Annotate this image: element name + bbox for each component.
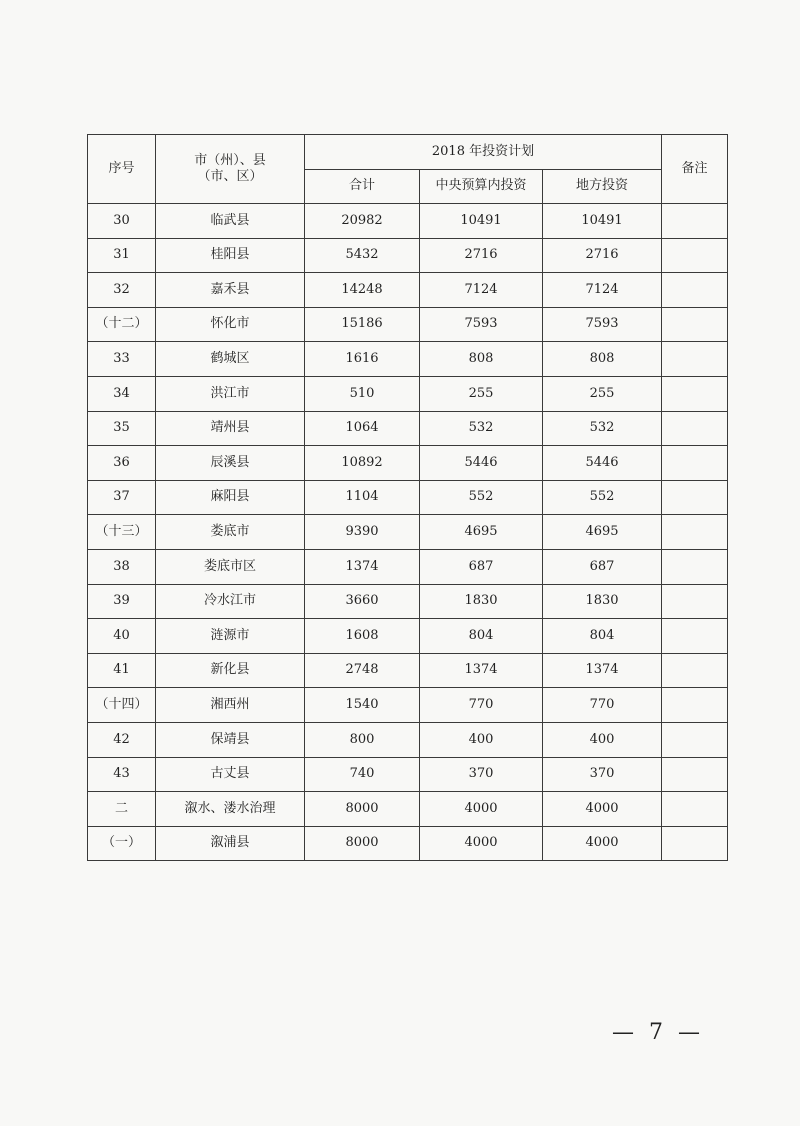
- cell-seq: （十三）: [88, 515, 156, 550]
- cell-central: 10491: [420, 204, 543, 239]
- cell-total: 1374: [305, 549, 420, 584]
- table-row: [88, 722, 728, 757]
- cell-note: [662, 307, 728, 342]
- table-row: [88, 446, 728, 481]
- cell-total: 8000: [305, 792, 420, 827]
- table-row: [88, 376, 728, 411]
- header-seq: 序号: [88, 135, 156, 204]
- header-area-line2: （市、区）: [197, 169, 263, 184]
- cell-total: 2748: [305, 653, 420, 688]
- header-row-1: [88, 135, 728, 170]
- cell-total: 10892: [305, 446, 420, 481]
- cell-local: 5446: [543, 446, 662, 481]
- cell-seq: 37: [88, 480, 156, 515]
- cell-seq: （一）: [88, 826, 156, 861]
- cell-note: [662, 238, 728, 273]
- cell-seq: 43: [88, 757, 156, 792]
- cell-local: 2716: [543, 238, 662, 273]
- cell-central: 400: [420, 722, 543, 757]
- cell-note: [662, 376, 728, 411]
- cell-total: 1104: [305, 480, 420, 515]
- cell-local: 552: [543, 480, 662, 515]
- cell-local: 808: [543, 342, 662, 377]
- cell-central: 552: [420, 480, 543, 515]
- cell-local: 10491: [543, 204, 662, 239]
- header-area: [156, 135, 305, 204]
- table-row: [88, 549, 728, 584]
- table-row: [88, 515, 728, 550]
- cell-area: 涟源市: [156, 619, 305, 654]
- cell-local: 370: [543, 757, 662, 792]
- cell-seq: 36: [88, 446, 156, 481]
- page-number: — 7 —: [612, 1020, 704, 1045]
- cell-central: 770: [420, 688, 543, 723]
- cell-local: 400: [543, 722, 662, 757]
- cell-central: 804: [420, 619, 543, 654]
- cell-central: 255: [420, 376, 543, 411]
- table-row: [88, 342, 728, 377]
- cell-central: 1374: [420, 653, 543, 688]
- cell-central: 4695: [420, 515, 543, 550]
- cell-area: 古丈县: [156, 757, 305, 792]
- cell-total: 20982: [305, 204, 420, 239]
- cell-area: 麻阳县: [156, 480, 305, 515]
- cell-seq: 30: [88, 204, 156, 239]
- cell-central: 5446: [420, 446, 543, 481]
- cell-seq: 33: [88, 342, 156, 377]
- cell-note: [662, 411, 728, 446]
- header-plan-group: 2018 年投资计划: [305, 135, 662, 170]
- cell-note: [662, 515, 728, 550]
- table-body: [88, 204, 728, 861]
- cell-central: 808: [420, 342, 543, 377]
- cell-area: 靖州县: [156, 411, 305, 446]
- table-row: [88, 653, 728, 688]
- cell-local: 770: [543, 688, 662, 723]
- cell-total: 800: [305, 722, 420, 757]
- cell-area: 临武县: [156, 204, 305, 239]
- cell-area: 桂阳县: [156, 238, 305, 273]
- investment-plan-table: [87, 134, 728, 861]
- table-row: [88, 411, 728, 446]
- cell-note: [662, 204, 728, 239]
- cell-seq: （十二）: [88, 307, 156, 342]
- cell-area: 鹤城区: [156, 342, 305, 377]
- cell-note: [662, 619, 728, 654]
- cell-seq: 38: [88, 549, 156, 584]
- table-header: [88, 135, 728, 204]
- cell-seq: 35: [88, 411, 156, 446]
- table-row: [88, 792, 728, 827]
- cell-area: 辰溪县: [156, 446, 305, 481]
- cell-total: 9390: [305, 515, 420, 550]
- cell-local: 4000: [543, 826, 662, 861]
- cell-area: 怀化市: [156, 307, 305, 342]
- cell-central: 7593: [420, 307, 543, 342]
- cell-note: [662, 757, 728, 792]
- cell-area: 新化县: [156, 653, 305, 688]
- cell-seq: 42: [88, 722, 156, 757]
- cell-local: 7593: [543, 307, 662, 342]
- cell-area: 娄底市: [156, 515, 305, 550]
- table-row: [88, 619, 728, 654]
- cell-local: 1374: [543, 653, 662, 688]
- cell-seq: 32: [88, 273, 156, 308]
- cell-local: 255: [543, 376, 662, 411]
- table-row: [88, 480, 728, 515]
- cell-seq: 31: [88, 238, 156, 273]
- cell-central: 7124: [420, 273, 543, 308]
- cell-central: 4000: [420, 826, 543, 861]
- cell-note: [662, 722, 728, 757]
- cell-note: [662, 584, 728, 619]
- cell-total: 1608: [305, 619, 420, 654]
- cell-area: 洪江市: [156, 376, 305, 411]
- table-row: [88, 307, 728, 342]
- cell-local: 532: [543, 411, 662, 446]
- cell-area: 溆水、溇水治理: [156, 792, 305, 827]
- cell-seq: （十四）: [88, 688, 156, 723]
- cell-seq: 39: [88, 584, 156, 619]
- cell-total: 740: [305, 757, 420, 792]
- cell-total: 15186: [305, 307, 420, 342]
- cell-local: 4000: [543, 792, 662, 827]
- cell-total: 8000: [305, 826, 420, 861]
- cell-seq: 40: [88, 619, 156, 654]
- cell-note: [662, 826, 728, 861]
- cell-note: [662, 273, 728, 308]
- cell-note: [662, 549, 728, 584]
- cell-central: 2716: [420, 238, 543, 273]
- cell-local: 4695: [543, 515, 662, 550]
- cell-area: 冷水江市: [156, 584, 305, 619]
- cell-area: 娄底市区: [156, 549, 305, 584]
- cell-total: 5432: [305, 238, 420, 273]
- table-row: [88, 238, 728, 273]
- cell-note: [662, 446, 728, 481]
- cell-central: 687: [420, 549, 543, 584]
- header-area-line1: 市（州）、县: [194, 152, 266, 168]
- cell-note: [662, 480, 728, 515]
- cell-note: [662, 688, 728, 723]
- cell-area: 保靖县: [156, 722, 305, 757]
- cell-note: [662, 342, 728, 377]
- header-local: 地方投资: [543, 170, 662, 204]
- cell-area: 溆浦县: [156, 826, 305, 861]
- header-central: 中央预算内投资: [420, 170, 543, 204]
- header-total: 合计: [305, 170, 420, 204]
- cell-note: [662, 792, 728, 827]
- cell-seq: 41: [88, 653, 156, 688]
- cell-total: 14248: [305, 273, 420, 308]
- cell-local: 687: [543, 549, 662, 584]
- cell-seq: 二: [88, 792, 156, 827]
- cell-note: [662, 653, 728, 688]
- table-row: [88, 273, 728, 308]
- table-row: [88, 826, 728, 861]
- cell-total: 1616: [305, 342, 420, 377]
- table-row: [88, 757, 728, 792]
- cell-central: 532: [420, 411, 543, 446]
- cell-local: 7124: [543, 273, 662, 308]
- cell-local: 1830: [543, 584, 662, 619]
- header-note: 备注: [662, 135, 728, 204]
- cell-seq: 34: [88, 376, 156, 411]
- cell-central: 4000: [420, 792, 543, 827]
- cell-total: 1064: [305, 411, 420, 446]
- cell-area: 嘉禾县: [156, 273, 305, 308]
- cell-central: 1830: [420, 584, 543, 619]
- cell-total: 3660: [305, 584, 420, 619]
- table-row: [88, 688, 728, 723]
- cell-total: 1540: [305, 688, 420, 723]
- table-row: [88, 584, 728, 619]
- cell-local: 804: [543, 619, 662, 654]
- cell-area: 湘西州: [156, 688, 305, 723]
- cell-central: 370: [420, 757, 543, 792]
- table-row: [88, 204, 728, 239]
- cell-total: 510: [305, 376, 420, 411]
